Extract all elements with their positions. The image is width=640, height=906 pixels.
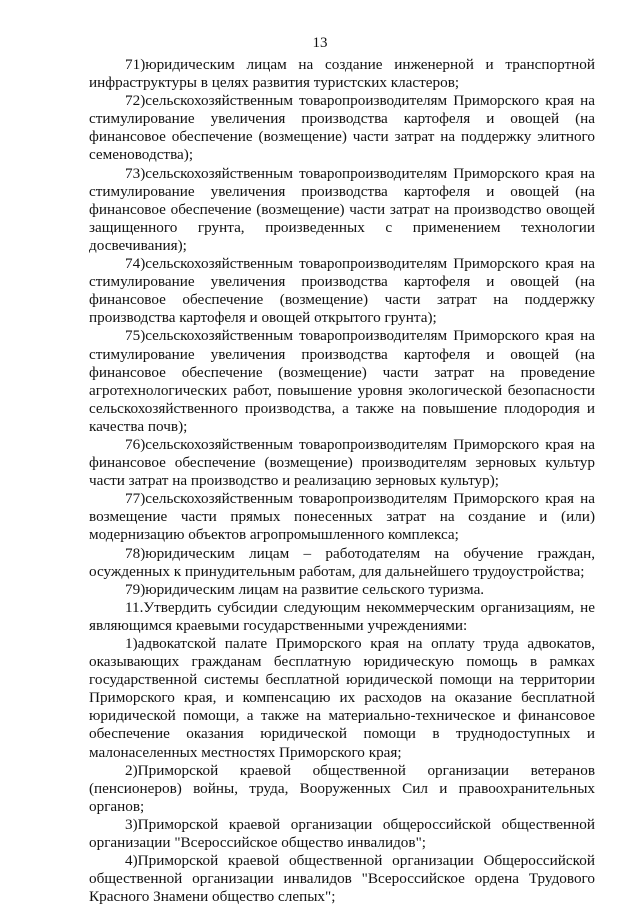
paragraph-item-71: 71)юридическим лицам на создание инженерной и транспортной инфраструктуры в целях развития туристских кластеров; bbox=[89, 56, 595, 92]
document-body bbox=[89, 56, 595, 906]
paragraph-item-73: 73)сельскохозяйственным товаропроизводителям Приморского края на стимулирование увеличения производства картофеля и овощей (на финансовое обеспечение (возмещение) части затрат на производство овощей защищенного грунта, произведенных с применением технологии досвечивания); bbox=[89, 164, 595, 254]
paragraph-item-77: 77)сельскохозяйственным товаропроизводителям Приморского края на возмещение части прямых понесенных затрат на создание и (или) модернизацию объектов агропромышленного комплекса; bbox=[89, 490, 595, 544]
section-11-heading: 11.Утвердить субсидии следующим некоммерческим организациям, не являющимся краевыми государственными учреждениями: bbox=[89, 598, 595, 634]
paragraph-item-78: 78)юридическим лицам – работодателям на обучение граждан, осужденных к принудительным работам, для дальнейшего трудоустройства; bbox=[89, 544, 595, 580]
paragraph-item-75: 75)сельскохозяйственным товаропроизводителям Приморского края на стимулирование увеличения производства картофеля и овощей (на финансовое обеспечение (возмещение) части затрат на проведение агротехнологических работ, повышение уровня экологической безопасности сельскохозяйственного производства, а также на повышение плодородия и качества почв); bbox=[89, 327, 595, 435]
paragraph-item-79: 79)юридическим лицам на развитие сельского туризма. bbox=[125, 580, 485, 598]
paragraph-item-74: 74)сельскохозяйственным товаропроизводителям Приморского края на стимулирование увеличения производства картофеля и овощей (на финансовое обеспечение (возмещение) части затрат на поддержку производства картофеля и овощей открытого грунта); bbox=[89, 255, 595, 327]
nonprofit-item-1: 1)адвокатской палате Приморского края на оплату труда адвокатов, оказывающих гражданам бесплатную юридическую помощь в рамках государственной системы бесплатной юридической помощи на территории Приморского края, и компенсацию их расходов на оказание бесплатной юридической помощи, а также на материально-техническое и финансовое обеспечение оказания юридической помощи в труднодоступных и малонаселенных местностях Приморского края; bbox=[89, 635, 595, 761]
paragraph-item-76: 76)сельскохозяйственным товаропроизводителям Приморского края на финансовое обеспечение (возмещение) производителям зерновых культур части затрат на производство и реализацию зерновых культур); bbox=[89, 435, 595, 490]
nonprofit-item-4: 4)Приморской краевой общественной организации Общероссийской общественной организации инвалидов "Всероссийское ордена Трудового Красного Знамени общество слепых"; bbox=[89, 852, 595, 906]
paragraph-item-72: 72)сельскохозяйственным товаропроизводителям Приморского края на стимулирование увеличения производства картофеля и овощей (на финансовое обеспечение (возмещение) части затрат на поддержку элитного семеноводства); bbox=[89, 92, 595, 164]
nonprofit-item-3: 3)Приморской краевой организации общероссийской общественной организации "Всероссийское общество инвалидов"; bbox=[89, 815, 595, 852]
nonprofit-item-2: 2)Приморской краевой общественной организации ветеранов (пенсионеров) войны, труда, Вооруженных Сил и правоохранительных органов; bbox=[89, 761, 595, 815]
page-number: 13 bbox=[312, 35, 328, 51]
